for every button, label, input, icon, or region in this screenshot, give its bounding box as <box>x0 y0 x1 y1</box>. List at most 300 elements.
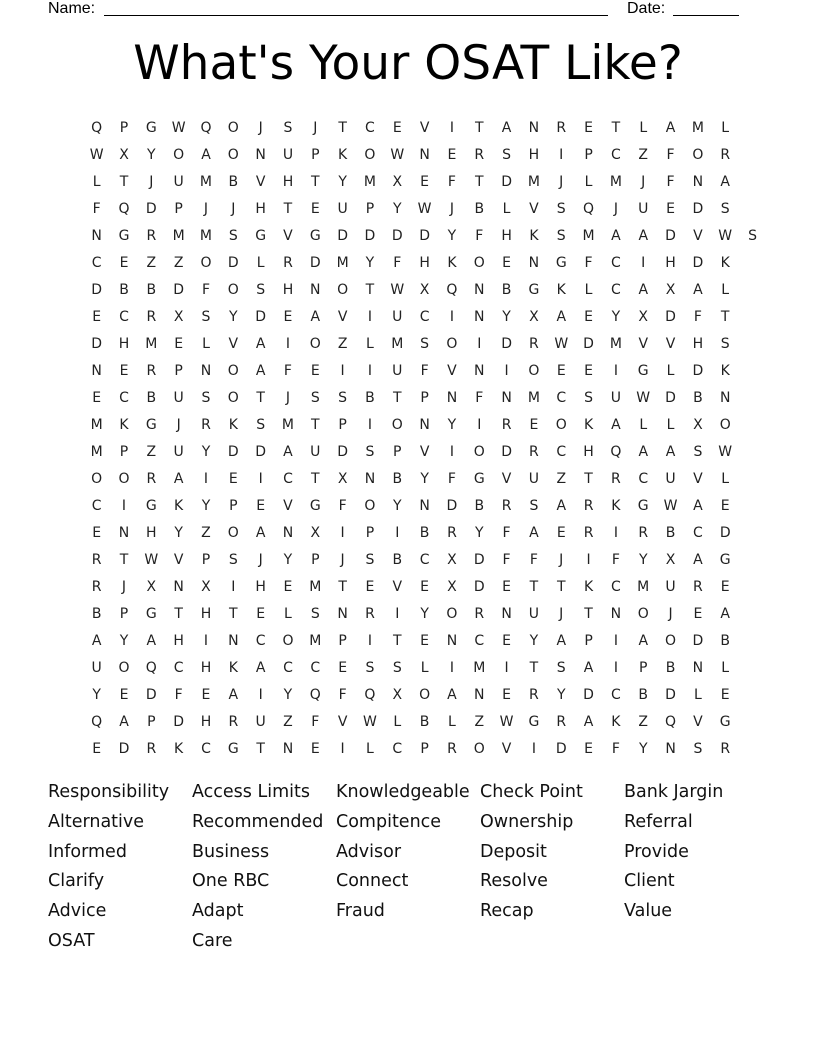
grid-letter: M <box>309 578 322 595</box>
grid-letter: F <box>475 227 484 244</box>
grid-letter: A <box>310 308 321 325</box>
grid-letter: D <box>719 524 731 541</box>
grid-letter: Y <box>283 551 293 568</box>
grid-letter: P <box>393 443 402 460</box>
grid-letter: V <box>173 551 184 568</box>
grid-letter: G <box>145 416 157 433</box>
grid-letter: I <box>449 659 454 676</box>
grid-letter: A <box>501 119 512 136</box>
grid-letter: R <box>146 362 157 379</box>
grid-letter: X <box>419 281 430 298</box>
grid-letter: K <box>447 254 457 271</box>
grid-letter: N <box>200 362 212 379</box>
grid-letter: X <box>201 578 211 595</box>
grid-letter: B <box>665 659 676 676</box>
grid-letter: D <box>227 443 239 460</box>
grid-letter: C <box>283 470 293 487</box>
grid-letter: V <box>501 470 512 487</box>
grid-letter: S <box>256 281 266 298</box>
grid-letter: E <box>556 524 566 541</box>
grid-letter: I <box>613 659 618 676</box>
grid-letter: W <box>390 146 405 163</box>
grid-letter: U <box>665 578 676 595</box>
grid-letter: S <box>529 497 539 514</box>
grid-letter: S <box>283 119 293 136</box>
grid-letter: K <box>228 416 238 433</box>
grid-letter: E <box>720 578 730 595</box>
grid-letter: N <box>692 173 704 190</box>
grid-letter: U <box>310 443 321 460</box>
grid-letter: F <box>502 524 511 541</box>
grid-letter: V <box>419 443 430 460</box>
grid-letter: D <box>555 740 567 757</box>
grid-letter: V <box>337 308 348 325</box>
word-bank-item: Client <box>624 871 675 892</box>
grid-letter: S <box>556 227 566 244</box>
grid-letter: I <box>449 443 454 460</box>
grid-letter: B <box>146 281 157 298</box>
grid-letter: E <box>420 578 430 595</box>
grid-letter: T <box>256 389 265 406</box>
word-bank <box>48 778 768 957</box>
grid-letter: R <box>146 740 157 757</box>
grid-letter: Y <box>420 605 429 622</box>
grid-letter: F <box>611 551 620 568</box>
grid-letter: D <box>145 200 157 217</box>
grid-letter: Y <box>201 497 211 514</box>
grid-letter: N <box>337 605 348 622</box>
grid-letter: R <box>283 254 293 271</box>
grid-letter: M <box>281 416 294 433</box>
grid-letter: M <box>90 443 103 460</box>
grid-letter: A <box>529 524 539 541</box>
grid-letter: P <box>119 443 129 460</box>
grid-letter: P <box>229 497 238 514</box>
word-bank-item: Advisor <box>336 841 402 862</box>
grid-letter: I <box>586 551 591 568</box>
grid-letter: Y <box>529 632 539 649</box>
word-bank-item: Recommended <box>192 811 324 832</box>
grid-letter: R <box>447 524 457 541</box>
grid-letter: J <box>258 551 263 568</box>
grid-letter: B <box>474 200 485 217</box>
grid-letter: V <box>283 227 293 244</box>
grid-letter: L <box>366 335 374 352</box>
grid-letter: Y <box>229 308 238 325</box>
grid-letter: N <box>282 740 294 757</box>
grid-letter: O <box>118 659 130 676</box>
grid-letter: I <box>559 146 564 163</box>
grid-letter: S <box>365 659 375 676</box>
grid-letter: F <box>420 362 429 379</box>
grid-letter: N <box>364 470 376 487</box>
grid-letter: C <box>119 308 129 325</box>
grid-letter: H <box>200 659 212 676</box>
grid-letter: I <box>395 605 400 622</box>
grid-letter: F <box>693 308 702 325</box>
grid-letter: I <box>477 335 482 352</box>
grid-letter: H <box>665 254 676 271</box>
grid-letter: D <box>583 335 594 352</box>
grid-letter: W <box>663 497 678 514</box>
grid-letter: F <box>529 551 538 568</box>
grid-letter: A <box>720 605 730 622</box>
grid-letter: F <box>92 200 101 217</box>
grid-letter: A <box>638 632 649 649</box>
grid-letter: L <box>721 470 730 487</box>
grid-letter: Q <box>200 119 212 136</box>
word-bank-item: Provide <box>624 841 689 862</box>
grid-letter: D <box>337 443 348 460</box>
grid-letter: B <box>474 497 485 514</box>
grid-letter: C <box>638 470 649 487</box>
grid-letter: P <box>338 416 347 433</box>
grid-letter: Y <box>447 416 457 433</box>
grid-letter: Y <box>392 200 402 217</box>
grid-letter: S <box>365 551 375 568</box>
grid-letter: Y <box>474 524 484 541</box>
grid-letter: R <box>638 524 649 541</box>
grid-letter: G <box>473 470 485 487</box>
grid-row <box>83 168 739 195</box>
grid-letter: E <box>720 497 730 514</box>
grid-letter: C <box>556 389 567 406</box>
grid-letter: I <box>449 119 454 136</box>
grid-letter: X <box>337 470 348 487</box>
word-bank-item: Deposit <box>480 841 547 862</box>
grid-letter: K <box>174 497 184 514</box>
grid-letter: E <box>92 740 102 757</box>
grid-letter: Z <box>474 713 485 730</box>
grid-letter: E <box>502 254 512 271</box>
grid-letter: M <box>609 173 622 190</box>
grid-letter: X <box>693 416 703 433</box>
grid-letter: L <box>202 335 210 352</box>
grid-letter: H <box>118 335 130 352</box>
grid-letter: K <box>556 281 566 298</box>
grid-letter: D <box>446 497 458 514</box>
grid-letter: C <box>91 497 102 514</box>
grid-letter: E <box>92 524 102 541</box>
grid-letter: A <box>228 686 239 703</box>
grid-letter: F <box>475 389 484 406</box>
grid-letter: F <box>201 281 210 298</box>
grid-letter: O <box>200 254 212 271</box>
grid-letter: E <box>720 686 730 703</box>
grid-letter: O <box>364 497 376 514</box>
grid-letter: V <box>283 497 293 514</box>
grid-letter: I <box>285 335 291 352</box>
grid-letter: W <box>390 281 405 298</box>
grid-letter: K <box>529 227 539 244</box>
grid-letter: N <box>446 389 458 406</box>
grid-letter: C <box>419 551 430 568</box>
grid-letter: T <box>529 659 539 676</box>
grid-letter: D <box>473 578 485 595</box>
grid-letter: J <box>121 578 127 595</box>
grid-letter: D <box>419 227 430 244</box>
grid-letter: W <box>417 200 432 217</box>
grid-row <box>83 465 739 492</box>
grid-letter: P <box>311 146 320 163</box>
grid-letter: B <box>501 281 512 298</box>
grid-letter: F <box>283 362 292 379</box>
grid-letter: A <box>146 632 157 649</box>
grid-letter: C <box>201 740 211 757</box>
grid-letter: A <box>583 659 594 676</box>
grid-letter: V <box>337 713 348 730</box>
grid-letter: D <box>145 686 157 703</box>
grid-letter: N <box>310 281 321 298</box>
grid-letter: T <box>283 200 293 217</box>
word-bank-item: Adapt <box>192 901 244 922</box>
grid-letter: T <box>529 578 539 595</box>
grid-letter: W <box>144 551 159 568</box>
grid-letter: F <box>447 470 456 487</box>
word-bank-item: Fraud <box>336 901 385 922</box>
grid-letter: S <box>748 227 757 244</box>
grid-letter: Y <box>638 740 648 757</box>
grid-letter: S <box>556 200 566 217</box>
grid-letter: N <box>474 686 485 703</box>
grid-letter: Y <box>392 497 402 514</box>
grid-letter: A <box>201 146 211 163</box>
grid-letter: I <box>367 308 373 325</box>
grid-letter: Y <box>201 443 211 460</box>
grid-letter: R <box>474 605 485 622</box>
grid-letter: L <box>584 173 593 190</box>
grid-letter: W <box>636 389 651 406</box>
grid-letter: U <box>173 389 184 406</box>
grid-letter: D <box>692 254 704 271</box>
grid-letter: O <box>555 416 567 433</box>
grid-letter: O <box>364 146 376 163</box>
grid-letter: L <box>721 281 730 298</box>
grid-letter: D <box>665 308 676 325</box>
grid-letter: N <box>474 308 485 325</box>
grid-letter: Y <box>420 470 429 487</box>
grid-letter: B <box>419 524 430 541</box>
grid-letter: Y <box>119 632 129 649</box>
grid-letter: B <box>638 686 649 703</box>
grid-letter: D <box>337 227 348 244</box>
grid-letter: E <box>392 119 402 136</box>
grid-letter: N <box>173 578 184 595</box>
grid-letter: U <box>173 443 184 460</box>
grid-letter: B <box>365 389 375 406</box>
grid-letter: I <box>203 632 209 649</box>
grid-letter: J <box>203 200 209 217</box>
grid-letter: R <box>556 713 567 730</box>
grid-letter: H <box>146 524 157 541</box>
grid-letter: O <box>227 389 239 406</box>
grid-letter: R <box>474 146 485 163</box>
grid-letter: J <box>149 173 154 190</box>
grid-letter: G <box>637 497 649 514</box>
grid-letter: B <box>419 713 430 730</box>
grid-letter: C <box>392 740 403 757</box>
grid-letter: C <box>365 119 375 136</box>
grid-letter: D <box>692 362 704 379</box>
grid-letter: L <box>584 281 593 298</box>
grid-letter: M <box>199 227 213 244</box>
grid-letter: H <box>692 335 704 352</box>
word-bank-item: Advice <box>48 901 107 922</box>
grid-letter: E <box>119 254 129 271</box>
grid-letter: F <box>584 254 593 271</box>
grid-letter: N <box>665 740 676 757</box>
grid-letter: A <box>255 659 266 676</box>
grid-letter: S <box>310 605 320 622</box>
grid-letter: I <box>449 308 454 325</box>
grid-letter: I <box>504 362 509 379</box>
grid-letter: I <box>340 362 345 379</box>
grid-row <box>83 627 739 654</box>
grid-letter: G <box>118 227 130 244</box>
grid-letter: S <box>556 659 566 676</box>
grid-letter: V <box>693 713 703 730</box>
grid-letter: G <box>528 281 540 298</box>
grid-letter: W <box>718 227 733 244</box>
grid-letter: J <box>231 200 236 217</box>
grid-letter: O <box>446 605 458 622</box>
grid-letter: O <box>637 605 649 622</box>
grid-letter: I <box>258 470 263 487</box>
grid-letter: A <box>91 632 102 649</box>
grid-letter: L <box>721 119 730 136</box>
grid-letter: R <box>693 578 703 595</box>
grid-letter: D <box>665 686 676 703</box>
grid-letter: N <box>419 146 430 163</box>
grid-letter: G <box>255 227 267 244</box>
word-bank-item: Check Point <box>480 782 583 802</box>
grid-letter: E <box>584 119 593 136</box>
grid-letter: T <box>474 173 484 190</box>
grid-letter: O <box>391 416 403 433</box>
grid-letter: G <box>145 605 157 622</box>
grid-letter: D <box>473 551 485 568</box>
grid-letter: X <box>529 308 539 325</box>
grid-letter: Y <box>502 308 511 325</box>
grid-letter: N <box>501 605 512 622</box>
grid-letter: W <box>89 146 104 163</box>
grid-letter: L <box>393 713 402 730</box>
grid-letter: V <box>228 335 239 352</box>
grid-letter: C <box>556 443 567 460</box>
grid-letter: Z <box>556 470 567 487</box>
grid-letter: O <box>528 362 540 379</box>
grid-letter: F <box>611 740 620 757</box>
grid-letter: D <box>255 443 267 460</box>
grid-letter: W <box>718 443 733 460</box>
grid-letter: Q <box>583 200 595 217</box>
grid-letter: M <box>637 578 650 595</box>
grid-letter: L <box>92 173 101 190</box>
grid-letter: O <box>227 119 239 136</box>
grid-letter: Z <box>638 146 649 163</box>
grid-letter: N <box>528 254 540 271</box>
grid-letter: S <box>502 146 512 163</box>
grid-letter: P <box>584 146 593 163</box>
grid-letter: E <box>365 578 375 595</box>
grid-letter: K <box>583 416 594 433</box>
grid-letter: Y <box>174 524 183 541</box>
grid-letter: D <box>227 254 239 271</box>
grid-letter: O <box>118 470 130 487</box>
grid-letter: I <box>613 632 618 649</box>
grid-letter: R <box>611 470 621 487</box>
grid-letter: Z <box>201 524 211 541</box>
grid-letter: Y <box>638 551 648 568</box>
grid-letter: O <box>337 281 349 298</box>
grid-letter: V <box>529 200 539 217</box>
grid-letter: R <box>447 740 457 757</box>
grid-letter: U <box>255 713 266 730</box>
grid-letter: S <box>338 389 348 406</box>
grid-letter: D <box>501 443 512 460</box>
grid-letter: P <box>119 605 129 622</box>
grid-letter: A <box>556 308 567 325</box>
grid-letter: S <box>228 551 238 568</box>
grid-letter: A <box>255 524 266 541</box>
grid-letter: K <box>338 146 348 163</box>
grid-letter: E <box>310 740 320 757</box>
grid-letter: T <box>119 551 129 568</box>
grid-letter: T <box>119 173 129 190</box>
grid-letter: L <box>448 713 456 730</box>
grid-letter: P <box>639 659 648 676</box>
grid-letter: S <box>201 308 211 325</box>
grid-letter: M <box>691 119 704 136</box>
word-bank-item: Value <box>624 901 673 922</box>
grid-letter: A <box>638 227 649 244</box>
grid-letter: A <box>611 416 621 433</box>
word-bank-item: Ownership <box>480 811 574 832</box>
grid-letter: Y <box>147 146 156 163</box>
grid-letter: B <box>665 524 676 541</box>
grid-letter: G <box>719 551 731 568</box>
grid-letter: E <box>119 686 129 703</box>
grid-row <box>83 708 739 735</box>
grid-letter: C <box>474 632 485 649</box>
grid-letter: O <box>719 416 731 433</box>
grid-letter: L <box>721 659 730 676</box>
worksheet-header <box>48 0 748 20</box>
grid-letter: Q <box>665 713 677 730</box>
word-bank-item: Responsibility <box>48 782 170 802</box>
grid-letter: Q <box>118 200 130 217</box>
grid-letter: D <box>391 227 403 244</box>
grid-letter: V <box>693 470 703 487</box>
grid-letter: X <box>392 173 403 190</box>
grid-row <box>83 195 739 222</box>
grid-letter: E <box>447 146 457 163</box>
grid-letter: J <box>559 551 564 568</box>
grid-letter: A <box>720 173 730 190</box>
date-blank-line <box>673 15 739 16</box>
grid-letter: V <box>501 740 512 757</box>
grid-letter: C <box>283 659 293 676</box>
grid-letter: D <box>255 308 267 325</box>
grid-letter: A <box>693 497 703 514</box>
grid-letter: X <box>146 578 157 595</box>
grid-letter: W <box>554 335 569 352</box>
grid-letter: K <box>720 362 730 379</box>
grid-letter: E <box>256 605 266 622</box>
grid-letter: A <box>173 470 184 487</box>
grid-letter: P <box>584 632 593 649</box>
grid-letter: T <box>256 740 265 757</box>
